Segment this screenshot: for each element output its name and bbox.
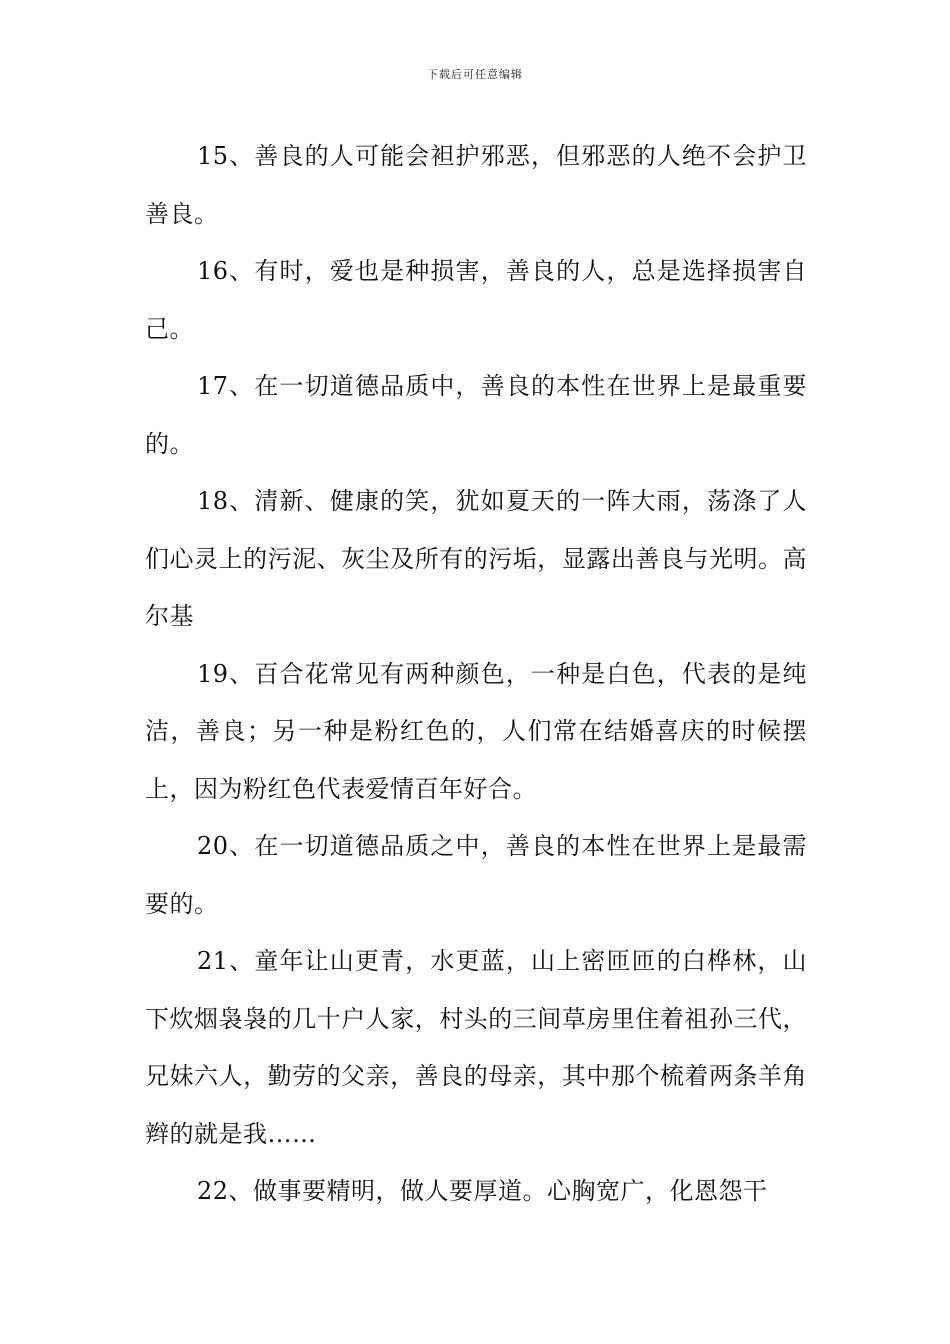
- paragraph-16: 16、有时，爱也是种损害，善良的人，总是选择损害自己。: [145, 257, 807, 343]
- paragraph-20: 20、在一切道德品质之中，善良的本性在世界上是最需要的。: [145, 832, 807, 918]
- document-body: [145, 128, 807, 1221]
- paragraph-21: 21、童年让山更青，水更蓝，山上密匝匝的白桦林，山下炊烟袅袅的几十户人家，村头的三间草房里住着祖孙三代，兄妹六人，勤劳的父亲，善良的母亲，其中那个梳着两条羊角辫的就是我……: [145, 947, 807, 1148]
- paragraph-22: 22、做事要精明，做人要厚道。心胸宽广，化恩怨干: [197, 1177, 768, 1205]
- page-header: 下载后可任意编辑: [427, 68, 523, 81]
- paragraph-18: 18、清新、健康的笑，犹如夏天的一阵大雨，荡涤了人们心灵上的污泥、灰尘及所有的污垢，显露出善良与光明。高尔基: [145, 487, 807, 630]
- paragraph-15: 15、善良的人可能会袒护邪恶，但邪恶的人绝不会护卫善良。: [145, 142, 807, 228]
- paragraph-19: 19、百合花常见有两种颜色，一种是白色，代表的是纯洁，善良；另一种是粉红色的，人们常在结婚喜庆的时候摆上，因为粉红色代表爱情百年好合。: [145, 659, 807, 803]
- paragraph-17: 17、在一切道德品质中，善良的本性在世界上是最重要的。: [145, 372, 807, 458]
